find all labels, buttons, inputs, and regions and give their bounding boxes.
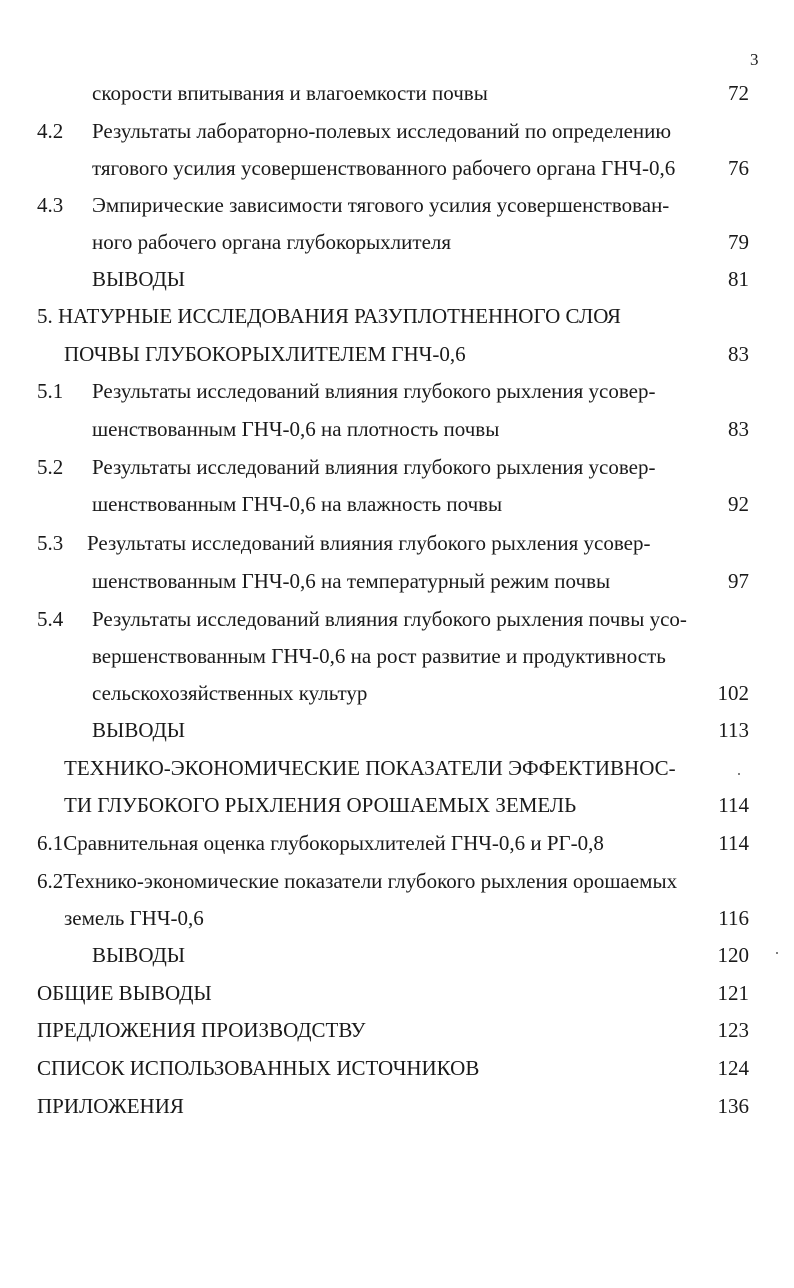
toc-section-number: 5.4 [37,607,64,631]
toc-entry-text: ВЫВОДЫ [92,267,186,291]
toc-section-number: 4.3 [37,193,64,217]
toc-page-number: 83 [728,342,749,366]
toc-entry-text: ВЫВОДЫ [92,718,186,742]
toc-page-number: 102 [717,681,749,705]
toc-line [0,190,794,220]
toc-page-number: 83 [728,417,749,441]
toc-line [0,414,794,444]
toc-line [0,566,794,596]
toc-line [0,604,794,634]
toc-section-number: 5.3 [37,531,64,555]
toc-line [0,153,794,183]
toc-line [0,528,794,558]
toc-line [0,641,794,671]
toc-page-number: 123 [717,1018,749,1042]
toc-line [0,78,794,108]
toc-page-number: 124 [717,1056,749,1080]
toc-entry-text: ного рабочего органа глубокорыхлителя [92,230,452,254]
toc-line [0,376,794,406]
toc-page-number: 92 [728,492,749,516]
toc-line [0,790,794,820]
toc-entry-text: Результаты лабораторно-полевых исследований по определению [92,119,672,143]
toc-entry-text: Результаты исследований влияния глубокого рыхления почвы усо- [92,607,687,631]
toc-page-number: 72 [728,81,749,105]
toc-entry-text: шенствованным ГНЧ-0,6 на температурный режим почвы [92,569,611,593]
toc-line [0,940,794,970]
toc-chapter-heading: ТИ ГЛУБОКОГО РЫХЛЕНИЯ ОРОШАЕМЫХ ЗЕМЕЛЬ [64,793,577,817]
toc-entry-text: 6.2Технико-экономические показатели глубокого рыхления орошаемых [37,869,678,893]
toc-chapter-heading: ПОЧВЫ ГЛУБОКОРЫХЛИТЕЛЕМ ГНЧ-0,6 [64,342,466,366]
toc-page-number: 97 [728,569,749,593]
toc-entry-text: Результаты исследований влияния глубокого рыхления усовер- [87,531,651,555]
toc-line [0,866,794,896]
toc-entry-text: Результаты исследований влияния глубокого рыхления усовер- [92,379,656,403]
toc-page-number: 136 [717,1094,749,1118]
toc-section-number: 5.2 [37,455,64,479]
toc-line [0,715,794,745]
toc-entry-text: СПИСОК ИСПОЛЬЗОВАННЫХ ИСТОЧНИКОВ [37,1056,480,1080]
toc-line [0,828,794,858]
toc-line [0,452,794,482]
toc-page-number: 120 [717,943,749,967]
toc-page-number: 79 [728,230,749,254]
toc-chapter-heading: ТЕХНИКО-ЭКОНОМИЧЕСКИЕ ПОКАЗАТЕЛИ ЭФФЕКТИВНОС- [64,756,676,780]
toc-entry-text: сельскохозяйственных культур [92,681,368,705]
toc-line [0,978,794,1008]
toc-line [0,678,794,708]
toc-entry-text: вершенствованным ГНЧ-0,6 на рост развитие и продуктивность [92,644,666,668]
toc-line [0,264,794,294]
toc-line [0,753,794,783]
toc-entry-text: тягового усилия усовершенствованного рабочего органа ГНЧ-0,6 [92,156,676,180]
toc-page-number: 81 [728,267,749,291]
toc-line [0,903,794,933]
toc-entry-text: земель ГНЧ-0,6 [64,906,204,930]
toc-page-number: 114 [718,793,749,817]
toc-page-number: 113 [718,718,749,742]
toc-line [0,116,794,146]
toc-entry-text: ПРИЛОЖЕНИЯ [37,1094,184,1118]
toc-chapter-heading: 5. НАТУРНЫЕ ИССЛЕДОВАНИЯ РАЗУПЛОТНЕННОГО СЛОЯ [37,304,621,328]
toc-page-number: 114 [718,831,749,855]
toc-entry-text: Результаты исследований влияния глубокого рыхления усовер- [92,455,656,479]
toc-entry-text: шенствованным ГНЧ-0,6 на плотность почвы [92,417,500,441]
toc-entry-text: шенствованным ГНЧ-0,6 на влажность почвы [92,492,503,516]
scan-speck [776,952,778,954]
toc-entry-text: скорости впитывания и влагоемкости почвы [92,81,488,105]
page-number: 3 [750,50,759,69]
toc-page-number: 76 [728,156,749,180]
toc-line [0,1015,794,1045]
toc-page-number: 116 [718,906,749,930]
toc-line [0,339,794,369]
toc-line [0,1091,794,1121]
toc-line [0,489,794,519]
toc-entry-text: ОБЩИЕ ВЫВОДЫ [37,981,212,1005]
toc-page-number: 121 [717,981,749,1005]
toc-section-number: 4.2 [37,119,64,143]
toc-entry-text: ВЫВОДЫ [92,943,186,967]
toc-line [0,227,794,257]
toc-section-number: 5.1 [37,379,64,403]
toc-entry-text: 6.1Сравнительная оценка глубокорыхлителей ГНЧ-0,6 и РГ-0,8 [37,831,604,855]
toc-line [0,1053,794,1083]
toc-line [0,301,794,331]
toc-entry-text: ПРЕДЛОЖЕНИЯ ПРОИЗВОДСТВУ [37,1018,366,1042]
scan-speck [738,773,740,775]
toc-entry-text: Эмпирические зависимости тягового усилия усовершенствован- [92,193,670,217]
